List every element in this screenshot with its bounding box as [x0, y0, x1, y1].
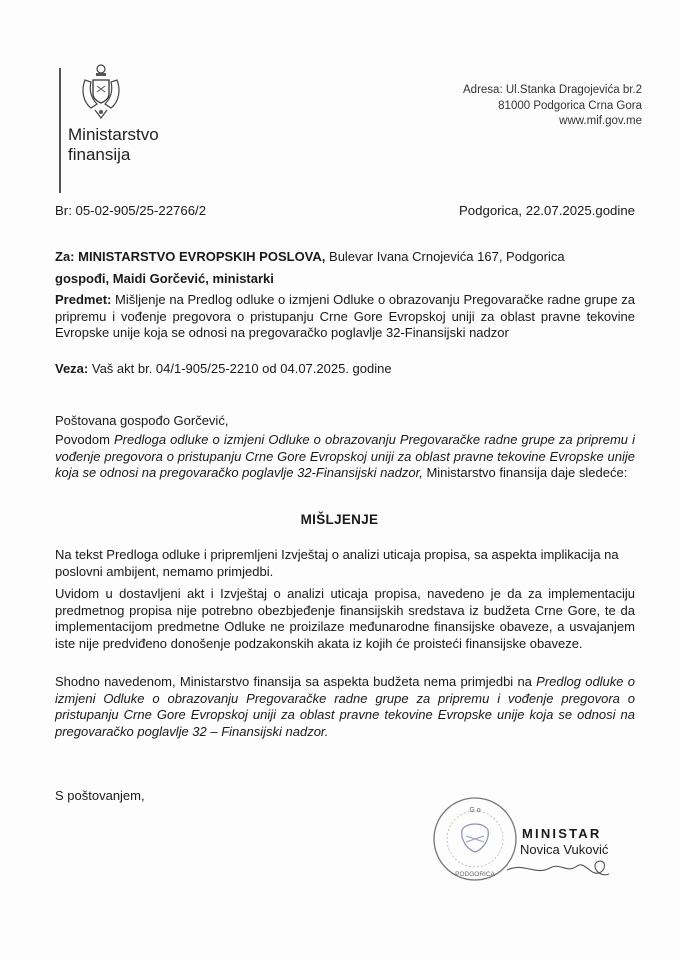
recipient-line: [55, 249, 635, 266]
intro-text-start: Povodom: [55, 432, 115, 447]
opinion-heading: MIŠLJENJE: [300, 512, 379, 527]
recipient-person: gospođi, Maidi Gorčević, ministarki: [55, 271, 274, 286]
link-reference: [55, 361, 635, 378]
coat-of-arms-icon: [77, 62, 125, 122]
link-label: Veza:: [55, 361, 89, 376]
closing: S poštovanjem,: [55, 788, 145, 803]
ministry-name-line1: Ministarstvo: [68, 125, 159, 144]
intro-paragraph: [55, 432, 635, 482]
intro-italic-title: Predloga odluke o izmjeni Odluke o obrazovanju Pregovaračke radne grupe za pripremu i vođenje pregovora o pristupanju Crne Gore Evropskoj uniji za oblast pravne tekovine Evropske unije koja se odnosi na pregovaračko poglavlje 32-Finansijski nadzor,: [55, 432, 635, 480]
link-text: Vaš akt br. 04/1-905/25-2210 od 04.07.2025. godine: [88, 361, 392, 376]
recipient-label: Za:: [55, 249, 75, 264]
svg-text:G o: G o: [469, 807, 481, 814]
reference-row: [55, 203, 635, 218]
ministry-name-line2: finansija: [68, 145, 131, 164]
place-date: Podgorica, 22.07.2025.godine: [459, 203, 635, 218]
address-city: 81000 Podgorica Crna Gora: [498, 99, 642, 112]
ministry-name: [68, 125, 159, 165]
recipient-org: MINISTARSTVO EVROPSKIH POSLOVA,: [78, 249, 326, 264]
subject: [55, 292, 635, 342]
paragraph-3-text: Shodno navedenom, Ministarstvo finansija sa aspekta budžeta nema primjedbi na: [55, 674, 537, 689]
paragraph-2: Uvidom u dostavljeni akt i Izvještaj o analizi uticaja propisa, navedeno je da za implementaciju predmetnog propisa nije potrebno obezbjeđenje finansijskih sredstava iz budžeta Crne Gore, te da implementacijom predmetne Odluke ne proizilaze međunarodne finansijske obaveze, a usvajanjem iste nije predviđeno donošenje podzakonskih akata iz kojih će proisteći finansijske obaveze.: [55, 586, 635, 651]
signatory-name: Novica Vuković: [520, 842, 609, 857]
ministry-address: [463, 83, 642, 130]
subject-text: Mišljenje na Predlog odluke o izmjeni Odluke o obrazovanju Pregovaračke radne grupe za pripremu i vođenje pregovora o pristupanju Crne Gore Evropskoj uniji za oblast pravne tekovine Evropske unije koja se odnosi na pregovaračko poglavlje 32-Finansijski nadzor: [55, 292, 635, 340]
intro-text-end: Ministarstvo finansija daje sledeće:: [422, 465, 628, 480]
address-street: Adresa: Ul.Stanka Dragojevića br.2: [463, 84, 642, 96]
reference-number: Br: 05-02-905/25-22766/2: [55, 203, 207, 218]
subject-label: Predmet:: [55, 292, 112, 307]
paragraph-3-italic: Predlog odluke o izmjeni Odluke o obrazovanju Pregovaračke radne grupe za pripremu i vođenje pregovora o pristupanju Crne Gore Evropskoj uniji za oblast pravne tekovine Evropske unije koja se odnosi na pregovaračko poglavlje 32 – Finansijski nadzor.: [55, 674, 635, 739]
salutation: Poštovana gospođo Gorčević,: [55, 413, 229, 428]
address-website: www.mif.gov.me: [559, 115, 642, 127]
handwritten-signature-icon: [505, 852, 615, 882]
paragraph-1: Na tekst Predloga odluke i pripremljeni Izvještaj o analizi uticaja propisa, sa aspekta implikacija na poslovni ambijent, nemamo primjedbi.: [55, 547, 619, 579]
recipient-address: Bulevar Ivana Crnojevića 167, Podgorica: [325, 249, 565, 264]
paragraph-3: [55, 674, 635, 740]
svg-text:PODGORICA: PODGORICA: [455, 871, 495, 878]
header-divider: [59, 68, 61, 193]
signatory-title: MINISTAR: [522, 826, 602, 841]
